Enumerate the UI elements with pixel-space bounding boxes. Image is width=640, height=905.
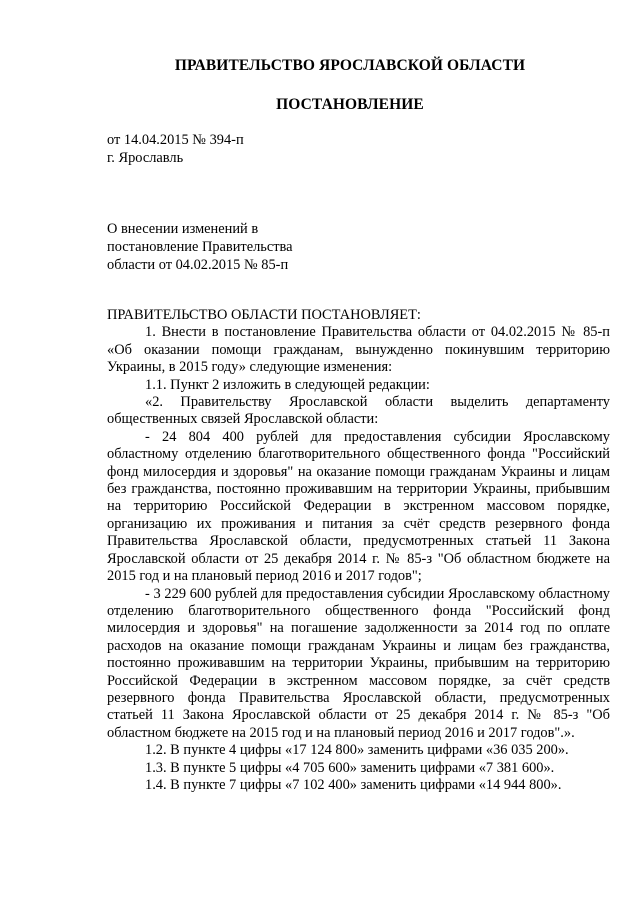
document-body bbox=[107, 307, 610, 794]
subject-line: области от 04.02.2015 № 85-п bbox=[107, 257, 289, 273]
paragraph-1-2: 1.2. В пункте 4 цифры «17 124 800» заменить цифрами «36 035 200». bbox=[145, 742, 569, 759]
resolves-heading: ПРАВИТЕЛЬСТВО ОБЛАСТИ ПОСТАНОВЛЯЕТ: bbox=[107, 307, 421, 323]
subject-line: О внесении изменений в bbox=[107, 221, 259, 237]
doc-type-title: ПОСТАНОВЛЕНИЕ bbox=[276, 96, 424, 113]
date-number: от 14.04.2015 № 394-п bbox=[107, 132, 244, 148]
paragraph-1-3: 1.3. В пункте 5 цифры «4 705 600» заменить цифрами «7 381 600». bbox=[145, 759, 555, 776]
list-item-subsidy-2: - 3 229 600 рублей для предоставления субсидии Ярославскому областному отделению благотворительного общественного фонда "Российский фонд милосердия и здоровья" на погашение задолженности за 2014 год по оплате расходов на оказание помощи гражданам Украины и лицам без гражданства, постоянно проживавшим на территории Украины, прибывшим на территорию Российской Федерации в экстренном массовом порядке, за счёт средств резервного фонда Правительства Ярославской области, предусмотренных статьей 11 Закона Ярославской области от 25 декабря 2014 г. № 85-з "Об областном бюджете на 2015 год и на плановый период 2016 и 2017 годов".». bbox=[107, 585, 610, 741]
paragraph-1: 1. Внести в постановление Правительства области от 04.02.2015 № 85-п «Об оказании помощи гражданам, вынужденно покинувшим территорию Украины, в 2015 году» следующие изменения: bbox=[107, 324, 610, 376]
paragraph-2-quote: «2. Правительству Ярославской области выделить департаменту общественных связей Ярославской области: bbox=[107, 394, 610, 428]
city: г. Ярославль bbox=[107, 150, 184, 166]
org-title: ПРАВИТЕЛЬСТВО ЯРОСЛАВСКОЙ ОБЛАСТИ bbox=[174, 57, 526, 74]
subject-line: постановление Правительства bbox=[107, 239, 293, 255]
paragraph-1-4: 1.4. В пункте 7 цифры «7 102 400» заменить цифрами «14 944 800». bbox=[145, 776, 562, 793]
paragraph-1-1: 1.1. Пункт 2 изложить в следующей редакции: bbox=[145, 376, 430, 393]
list-item-subsidy-1: - 24 804 400 рублей для предоставления субсидии Ярославскому областному отделению благотворительного общественного фонда "Российский фонд милосердия и здоровья" на оказание помощи гражданам Украины и лицам без гражданства, постоянно проживавшим на территории Украины, прибывшим на территорию Российской Федерации в экстренном массовом порядке, организацию их проживания и питания за счёт средств резервного фонда Правительства Ярославской области, предусмотренных статьей 11 Закона Ярославской области от 25 декабря 2014 г. № 85-з "Об областном бюджете на 2015 год и на плановый период 2016 и 2017 годов"; bbox=[107, 428, 610, 585]
